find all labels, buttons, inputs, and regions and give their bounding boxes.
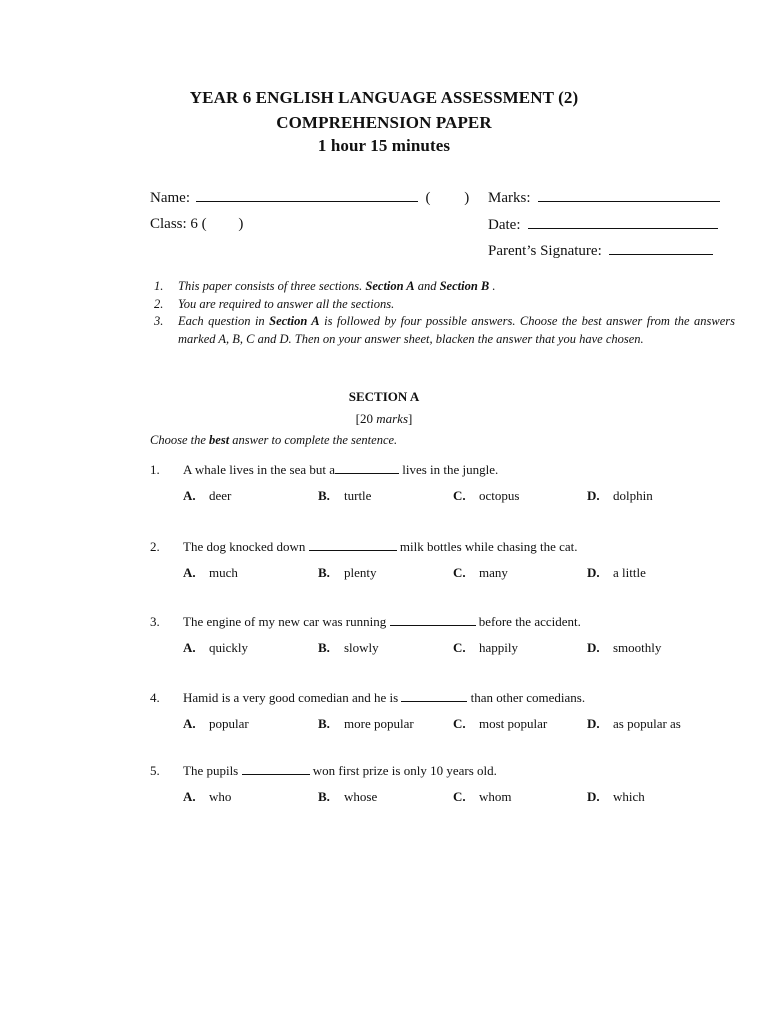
question-text-before: A whale lives in the sea but a bbox=[183, 462, 335, 477]
option-c[interactable] bbox=[453, 789, 512, 805]
option-letter: B. bbox=[318, 716, 330, 731]
section-marks bbox=[0, 411, 768, 427]
register-number-open: ( bbox=[425, 190, 431, 206]
option-b[interactable] bbox=[318, 716, 414, 732]
option-letter: C. bbox=[453, 716, 466, 731]
option-a[interactable] bbox=[183, 716, 249, 732]
option-text: plenty bbox=[344, 565, 377, 580]
marks-blank[interactable] bbox=[538, 189, 720, 202]
instruction-number: 3. bbox=[154, 314, 164, 328]
option-d[interactable] bbox=[587, 716, 681, 732]
option-text: octopus bbox=[479, 488, 520, 503]
marks-label: Marks: bbox=[488, 190, 531, 206]
option-text: as popular as bbox=[613, 716, 681, 731]
option-text: more popular bbox=[344, 716, 414, 731]
option-letter: D. bbox=[587, 716, 600, 731]
option-text: most popular bbox=[479, 716, 548, 731]
option-letter: A. bbox=[183, 640, 196, 655]
question-number: 3. bbox=[150, 614, 160, 629]
option-d[interactable] bbox=[587, 640, 661, 656]
instruction-text: This paper consists of three sections. bbox=[178, 279, 366, 293]
option-letter: D. bbox=[587, 789, 600, 804]
option-text: whom bbox=[479, 789, 512, 804]
question-text-after: milk bottles while chasing the cat. bbox=[396, 539, 578, 554]
option-letter: B. bbox=[318, 565, 330, 580]
paper-subtitle: COMPREHENSION PAPER bbox=[276, 113, 492, 132]
option-letter: A. bbox=[183, 716, 196, 731]
signature-blank[interactable] bbox=[609, 242, 713, 255]
option-d[interactable] bbox=[587, 789, 645, 805]
answer-blank bbox=[309, 539, 397, 551]
option-text: whose bbox=[344, 789, 378, 804]
instruction-text: . bbox=[489, 279, 496, 293]
option-d[interactable] bbox=[587, 565, 646, 581]
option-letter: C. bbox=[453, 789, 466, 804]
option-a[interactable] bbox=[183, 488, 231, 504]
option-text: quickly bbox=[209, 640, 248, 655]
direction-text: Choose the bbox=[150, 433, 210, 447]
option-c[interactable] bbox=[453, 716, 547, 732]
marks-field[interactable] bbox=[488, 189, 720, 207]
option-text: deer bbox=[209, 488, 232, 503]
instruction-text: is followed by four possible answers. Choose the best answer from the answers marked A, B, C and D. Then on your answer sheet, blacken the answer that you have chosen. bbox=[178, 314, 736, 346]
option-letter: D. bbox=[587, 565, 600, 580]
name-blank[interactable] bbox=[196, 189, 418, 202]
option-d[interactable] bbox=[587, 488, 653, 504]
duration-label: 1 hour 15 minutes bbox=[317, 136, 451, 155]
option-c[interactable] bbox=[453, 488, 519, 504]
option-text: turtle bbox=[344, 488, 372, 503]
option-text: who bbox=[209, 789, 232, 804]
option-letter: D. bbox=[587, 488, 600, 503]
section-marks-word: marks bbox=[376, 411, 409, 426]
option-b[interactable] bbox=[318, 565, 377, 581]
direction-bold: best bbox=[209, 433, 230, 447]
question-text-before: The dog knocked down bbox=[183, 539, 309, 554]
instruction-number: 2. bbox=[154, 296, 164, 311]
question-number: 4. bbox=[150, 690, 160, 705]
instruction-text: and bbox=[414, 279, 440, 293]
option-text: slowly bbox=[344, 640, 379, 655]
option-a[interactable] bbox=[183, 789, 231, 805]
option-b[interactable] bbox=[318, 640, 379, 656]
section-marks-open: [20 bbox=[355, 411, 377, 426]
option-letter: A. bbox=[183, 488, 196, 503]
question-number: 5. bbox=[150, 763, 160, 778]
answer-blank bbox=[401, 690, 467, 702]
option-letter: C. bbox=[453, 488, 466, 503]
date-label: Date: bbox=[488, 217, 521, 233]
option-text: smoothly bbox=[613, 640, 662, 655]
option-c[interactable] bbox=[453, 565, 508, 581]
instruction-text: Each question in bbox=[178, 314, 270, 328]
question-text-before: Hamid is a very good comedian and he is bbox=[183, 690, 402, 705]
option-text: dolphin bbox=[613, 488, 653, 503]
date-field[interactable] bbox=[488, 216, 718, 234]
question-text bbox=[183, 690, 585, 706]
signature-field[interactable] bbox=[488, 242, 713, 260]
page-title: YEAR 6 ENGLISH LANGUAGE ASSESSMENT (2) bbox=[189, 88, 579, 107]
option-c[interactable] bbox=[453, 640, 518, 656]
question-text bbox=[183, 614, 581, 630]
option-letter: A. bbox=[183, 565, 196, 580]
option-text: popular bbox=[209, 716, 249, 731]
question-text-after: lives in the jungle. bbox=[399, 462, 499, 477]
instruction-text: You are required to answer all the sections. bbox=[178, 296, 395, 311]
instruction-item bbox=[150, 313, 735, 348]
option-letter: C. bbox=[453, 565, 466, 580]
question-number: 2. bbox=[150, 539, 160, 554]
question-text bbox=[183, 462, 498, 478]
name-field[interactable] bbox=[150, 189, 469, 207]
answer-blank bbox=[242, 763, 310, 775]
option-text: which bbox=[613, 789, 645, 804]
option-letter: C. bbox=[453, 640, 466, 655]
option-a[interactable] bbox=[183, 565, 238, 581]
question-number: 1. bbox=[150, 462, 160, 477]
instruction-number: 1. bbox=[154, 279, 164, 293]
option-text: a little bbox=[613, 565, 646, 580]
option-text: happily bbox=[479, 640, 518, 655]
date-blank[interactable] bbox=[528, 216, 718, 229]
option-a[interactable] bbox=[183, 640, 248, 656]
option-text: many bbox=[479, 565, 508, 580]
name-label: Name: bbox=[150, 190, 190, 206]
question-text-before: The pupils bbox=[183, 763, 242, 778]
answer-blank bbox=[335, 462, 399, 474]
answer-blank bbox=[390, 614, 476, 626]
question-text-after: than other comedians. bbox=[467, 690, 586, 705]
class-close: ) bbox=[238, 216, 244, 232]
option-letter: B. bbox=[318, 789, 330, 804]
instruction-item bbox=[150, 278, 735, 296]
option-b[interactable] bbox=[318, 789, 377, 805]
class-label: Class: 6 ( bbox=[150, 216, 207, 232]
option-letter: B. bbox=[318, 488, 330, 503]
question-text-after: won first prize is only 10 years old. bbox=[309, 763, 497, 778]
option-letter: A. bbox=[183, 789, 196, 804]
section-direction bbox=[150, 433, 397, 448]
direction-text: answer to complete the sentence. bbox=[229, 433, 398, 447]
question-text-before: The engine of my new car was running bbox=[183, 614, 390, 629]
section-title: SECTION A bbox=[348, 389, 420, 404]
class-field[interactable] bbox=[150, 216, 243, 233]
signature-label: Parent’s Signature: bbox=[488, 243, 602, 259]
instructions-list bbox=[150, 278, 735, 348]
instruction-item bbox=[150, 296, 735, 314]
option-letter: B. bbox=[318, 640, 330, 655]
register-number-close: ) bbox=[464, 190, 470, 206]
question-text bbox=[183, 763, 497, 779]
option-letter: D. bbox=[587, 640, 600, 655]
instruction-bold: Section A bbox=[365, 279, 415, 293]
question-text-after: before the accident. bbox=[475, 614, 581, 629]
option-b[interactable] bbox=[318, 488, 371, 504]
option-text: much bbox=[209, 565, 238, 580]
section-marks-close: ] bbox=[408, 411, 413, 426]
instruction-bold: Section B bbox=[439, 279, 490, 293]
question-text bbox=[183, 539, 578, 555]
instruction-bold: Section A bbox=[269, 314, 320, 328]
